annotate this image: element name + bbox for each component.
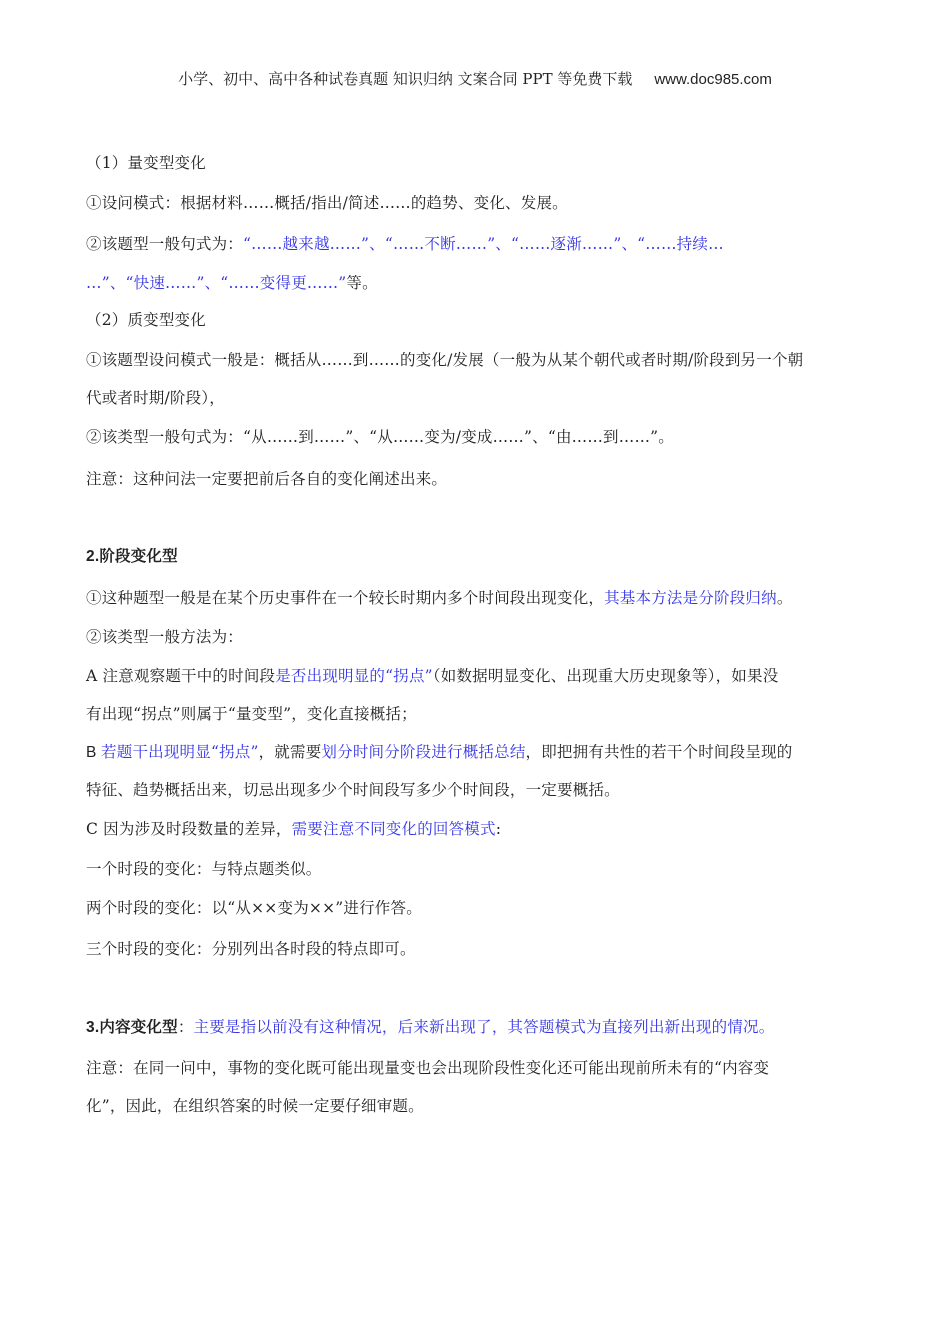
text: ②该题型一般句式为：: [86, 235, 244, 253]
highlight-text: 需要注意不同变化的回答模式: [291, 820, 496, 838]
paragraph: ②该类型一般句式为：“从……到……”、“从……变为/变成……”、“由……到……”。: [86, 428, 674, 446]
highlight-text: 划分时间分阶段进行概括总结: [321, 743, 526, 761]
section-heading: 2.阶段变化型: [86, 548, 178, 565]
highlight-text: 若题干出现明显“拐点”: [101, 743, 259, 761]
highlight-text: …”、“快速……”、“……变得更……”: [86, 274, 347, 292]
paragraph: ①该题型设问模式一般是：概括从……到……的变化/发展（一般为从某个朝代或者时期/阶段到另一个朝: [86, 351, 804, 369]
section-heading: 3.内容变化型: [86, 1019, 178, 1036]
text: 等。: [346, 274, 378, 292]
text: C 因为涉及时段数量的差异，: [86, 820, 292, 838]
paragraph: [86, 742, 792, 763]
text: 。: [776, 589, 793, 607]
text: ：: [177, 1018, 194, 1036]
paragraph: [86, 234, 724, 254]
paragraph: [86, 819, 501, 839]
highlight-text: 其基本方法是分阶段归纳: [604, 589, 777, 607]
page-header: [0, 68, 950, 89]
text: ①这种题型一般是在某个历史事件在一个较长时期内多个时间段出现变化，: [86, 589, 605, 607]
paragraph: [86, 588, 793, 608]
highlight-text: 主要是指以前没有这种情况，后来新出现了，其答题模式为直接列出新出现的情况。: [193, 1018, 775, 1036]
paragraph: 一个时段的变化：与特点题类似。: [86, 860, 322, 878]
text: ，就需要: [258, 743, 322, 761]
paragraph: [86, 666, 778, 686]
paragraph: 代或者时期/阶段），: [86, 389, 225, 407]
paragraph: [86, 1017, 774, 1038]
paragraph: 有出现“拐点”则属于“量变型”，变化直接概括；: [86, 705, 417, 723]
text: （如数据明显变化、出现重大历史现象等），如果没: [432, 667, 779, 685]
note: 化”，因此，在组织答案的时候一定要仔细审题。: [86, 1097, 424, 1115]
paragraph: [86, 273, 378, 293]
header-text: 小学、初中、高中各种试卷真题 知识归纳 文案合同 PPT 等免费下载: [178, 70, 633, 88]
text: B: [86, 744, 102, 761]
section-heading: （1）量变型变化: [86, 154, 206, 172]
paragraph: 三个时段的变化：分别列出各时段的特点即可。: [86, 940, 416, 958]
text: A 注意观察题干中的时间段: [86, 667, 276, 685]
paragraph: ②该类型一般方法为：: [86, 628, 244, 646]
header-url: www.doc985.com: [654, 71, 772, 88]
section-heading: （2）质变型变化: [86, 311, 206, 329]
note: 注意：这种问法一定要把前后各自的变化阐述出来。: [86, 470, 448, 488]
text: :: [495, 820, 502, 838]
paragraph: ①设问模式：根据材料……概括/指出/简述……的趋势、变化、发展。: [86, 194, 568, 212]
paragraph: 两个时段的变化：以“从××变为××”进行作答。: [86, 899, 422, 917]
highlight-text: 是否出现明显的“拐点”: [275, 667, 433, 685]
text: ，即把拥有共性的若干个时间段呈现的: [525, 743, 793, 761]
highlight-text: “……越来越……”、“……不断……”、“……逐渐……”、“……持续…: [243, 235, 724, 253]
paragraph: 特征、趋势概括出来，切忌出现多少个时间段写多少个时间段，一定要概括。: [86, 781, 620, 799]
note: 注意：在同一问中，事物的变化既可能出现量变也会出现阶段性变化还可能出现前所未有的“内容变: [86, 1059, 770, 1077]
